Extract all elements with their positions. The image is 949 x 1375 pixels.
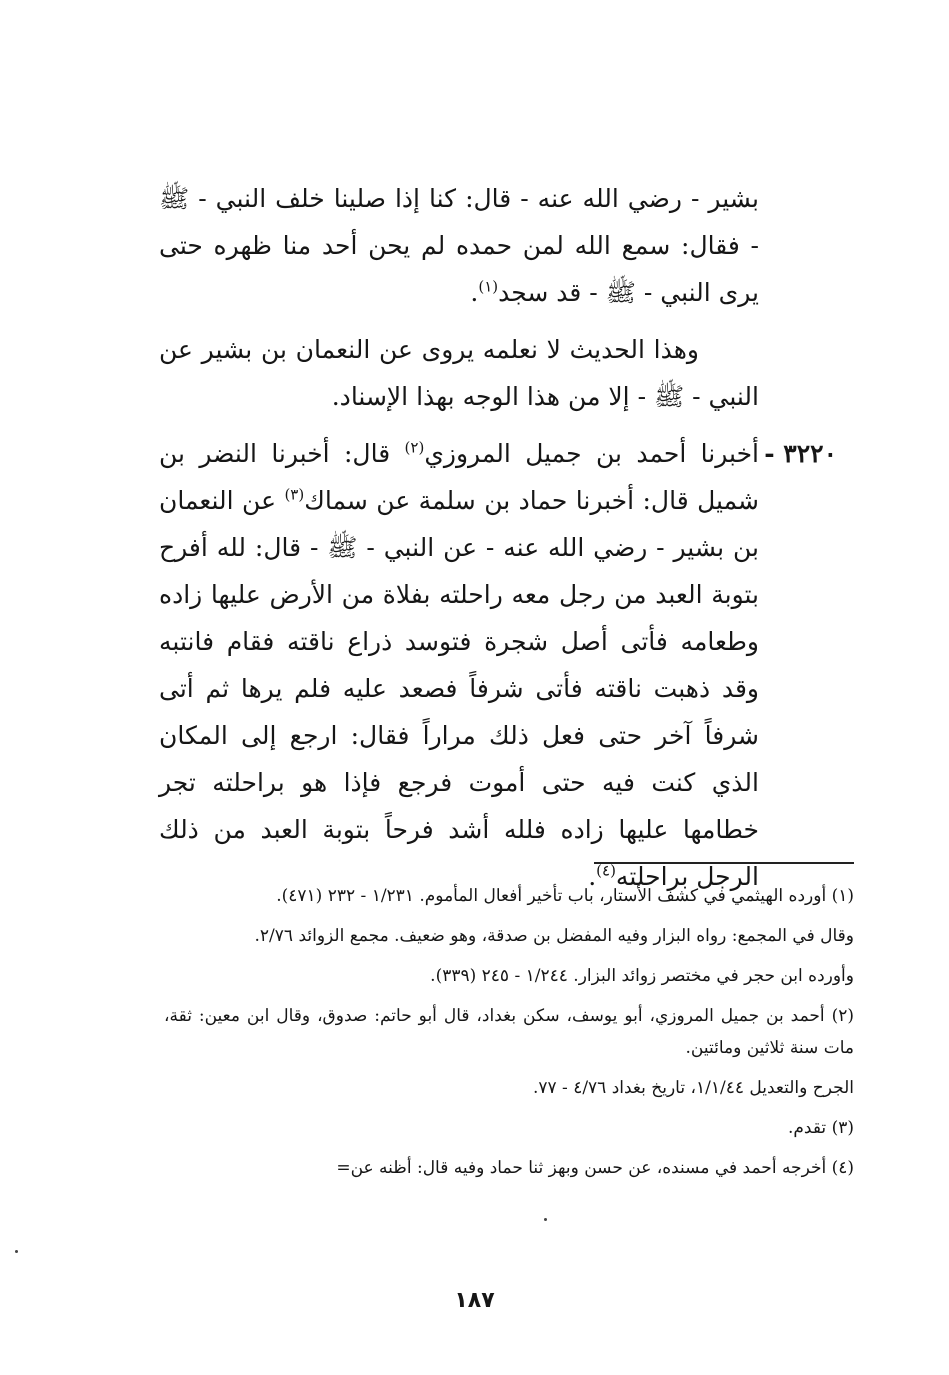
- footnotes: [164, 880, 854, 1192]
- paragraph-1-end: .: [470, 278, 479, 307]
- footnote-2: (٢) أحمد بن جميل المروزي، أبو يوسف، سكن بغداد، قال أبو حاتم: صدوق، وقال ابن معين: ثقة، مات سنة ثلاثين ومائتين.: [164, 1006, 854, 1058]
- footnote-1-continued: وقال في المجمع: رواه البزار وفيه المفضل بن صدقة، وهو ضعيف. مجمع الزوائد ٢/٧٦.: [254, 926, 854, 946]
- main-text: [159, 175, 837, 900]
- footnote-1-continued: وأورده ابن حجر في مختصر زوائد البزار. ١/٢٤٤ - ٢٤٥ (٣٣٩).: [430, 966, 854, 986]
- hadith-end: .: [588, 862, 597, 891]
- scan-speck: [15, 1250, 18, 1253]
- footnote-ref-1: (١): [478, 277, 499, 296]
- hadith-text-c: عن النعمان بن بشير - رضي الله عنه - عن النبي - ﷺ - قال: لله أفرح بتوبة العبد من رجل معه راحلته بفلاة من الأرض عليها زاده وطعامه فأتى أصل شجرة فتوسد ذراع ناقته فقام فانتبه وقد ذهبت ناقته فأتى شرفاً فصعد عليه فلم يرها ثم أتى شرفاً آخر حتى فعل ذلك مراراً فقال: ارجع إلى المكان الذي كنت فيه حتى أموت فرجع فإذا هو براحلته تجر خطامها عليها زاده فلله أشد فرحاً بتوبة العبد من ذلك الرجل براحلته: [159, 486, 759, 891]
- paragraph-1: [159, 175, 759, 316]
- hadith-3220: [159, 430, 837, 900]
- footnote-ref-4: (٤): [596, 861, 616, 880]
- footnote-3: (٣) تقدم.: [787, 1118, 854, 1138]
- footnote-2-continued: الجرح والتعديل ١/١/٤٤، تاريخ بغداد ٤/٧٦ - ٧٧.: [532, 1078, 854, 1098]
- hadith-number: ٣٢٢٠ -: [764, 439, 837, 468]
- hadith-text-a: أخبرنا أحمد بن جميل المروزي: [424, 439, 759, 468]
- footnote-4: (٤) أخرجه أحمد في مسنده، عن حسن وبهز ثنا حماد وفيه قال: أظنه عن=: [336, 1158, 854, 1178]
- footnote-ref-2: (٢): [404, 438, 425, 457]
- footnote-ref-3: (٣): [284, 485, 305, 504]
- footnote-1: (١) أورده الهيثمي في كشف الأستار، باب تأخير أفعال المأموم. ١/٢٣١ - ٢٣٢ (٤٧١).: [276, 886, 854, 906]
- scan-speck: [544, 1218, 547, 1221]
- paragraph-1-text: بشير - رضي الله عنه - قال: كنا إذا صلينا خلف النبي - ﷺ - فقال: سمع الله لمن حمده لم يحن أحد منا ظهره حتى يرى النبي - ﷺ - قد سجد: [159, 184, 759, 307]
- hadith-text-b: قال: أخبرنا النضر بن شميل قال: أخبرنا حماد بن سلمة عن سماك: [159, 439, 759, 515]
- paragraph-2: وهذا الحديث لا نعلمه يروى عن النعمان بن بشير عن النبي - ﷺ - إلا من هذا الوجه بهذا الإسناد.: [159, 335, 759, 411]
- footnote-separator: [594, 862, 854, 864]
- page-number: ١٨٧: [454, 1288, 495, 1313]
